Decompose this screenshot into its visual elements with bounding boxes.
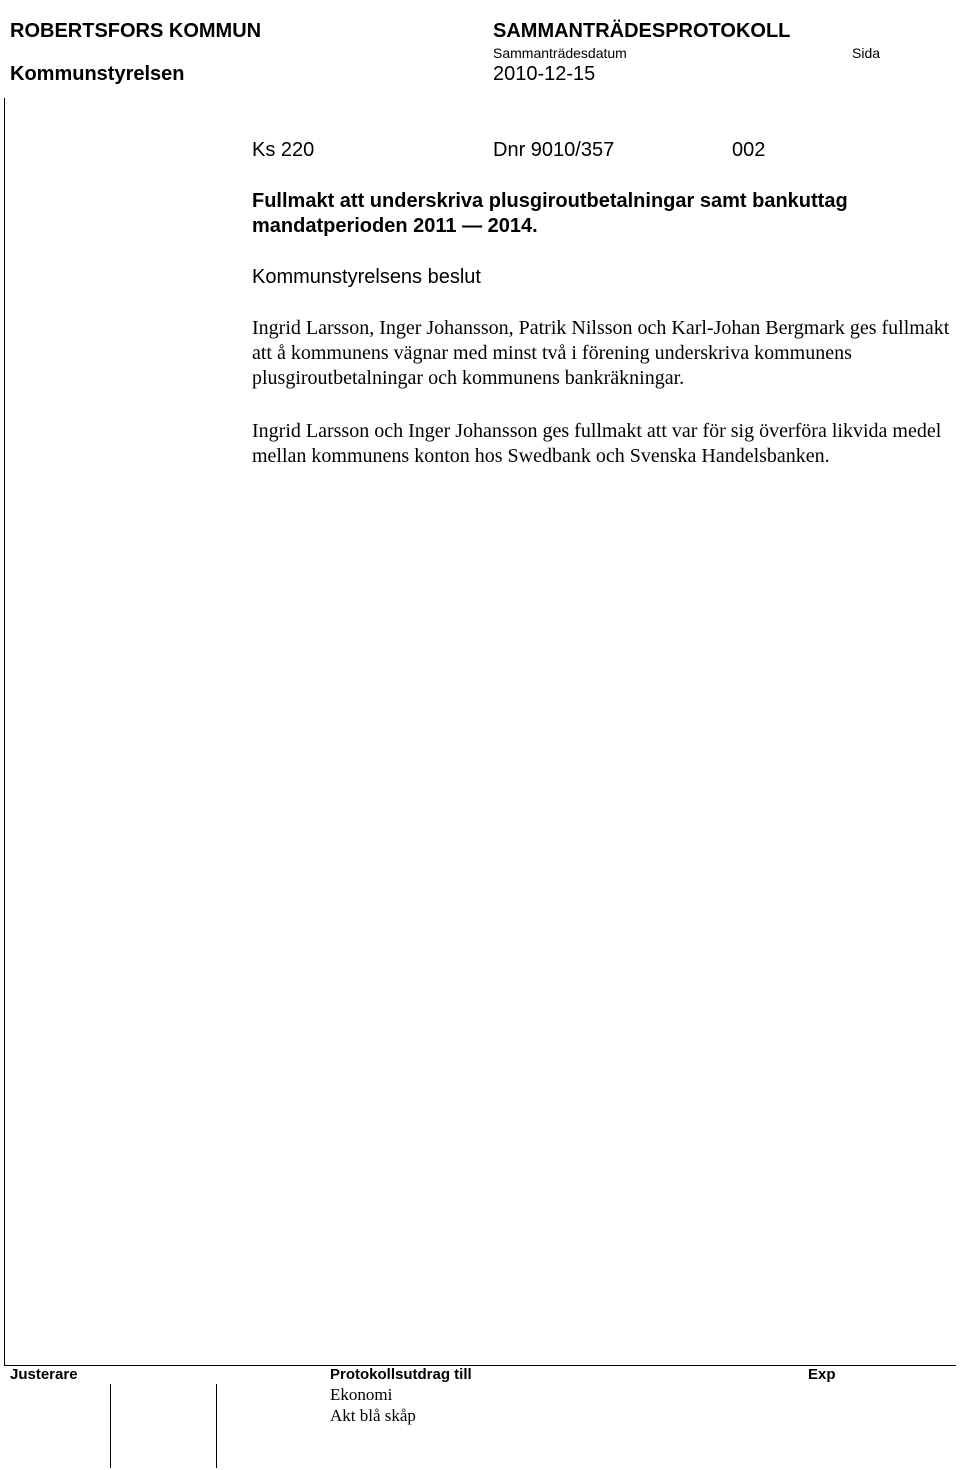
meeting-date-label: Sammanträdesdatum [493,45,627,61]
exp-label: Exp [808,1366,836,1383]
left-border-line [4,98,5,1366]
signature-divider [110,1384,111,1468]
decision-paragraph-2: Ingrid Larsson och Inger Johansson ges fullmakt att var för sig överföra likvida medel mellan kommunens konton hos Swedbank och Svenska Handelsbanken. [252,420,942,467]
case-subject [252,189,848,239]
case-number: Ks 220 [252,139,315,161]
recipient-item: Ekonomi [330,1385,393,1404]
diary-number: Dnr 9010/357 [493,139,615,161]
meeting-date: 2010-12-15 [493,63,596,85]
signature-divider [216,1384,217,1468]
recipient-item: Akt blå skåp [330,1406,416,1425]
case-subject-line-1: Fullmakt att underskriva plusgiroutbetalningar samt bankuttag [252,190,848,212]
document-type: SAMMANTRÄDESPROTOKOLL [493,20,791,42]
page-label: Sida [852,45,881,61]
case-subject-line-2: mandatperioden 2011 — 2014. [252,215,538,237]
board-name: Kommunstyrelsen [10,63,185,85]
decision-heading: Kommunstyrelsens beslut [252,266,481,288]
extract-to-label: Protokollsutdrag till [330,1366,472,1383]
case-code: 002 [732,139,766,161]
adjusters-label: Justerare [10,1366,78,1383]
decision-paragraph-1: Ingrid Larsson, Inger Johansson, Patrik Nilsson och Karl-Johan Bergmark ges fullmakt att å kommunens vägnar med minst två i förening underskriva kommunens plusgiroutbetalningar och kommunens bankräkningar. [252,317,950,389]
municipality-name: ROBERTSFORS KOMMUN [10,20,262,42]
